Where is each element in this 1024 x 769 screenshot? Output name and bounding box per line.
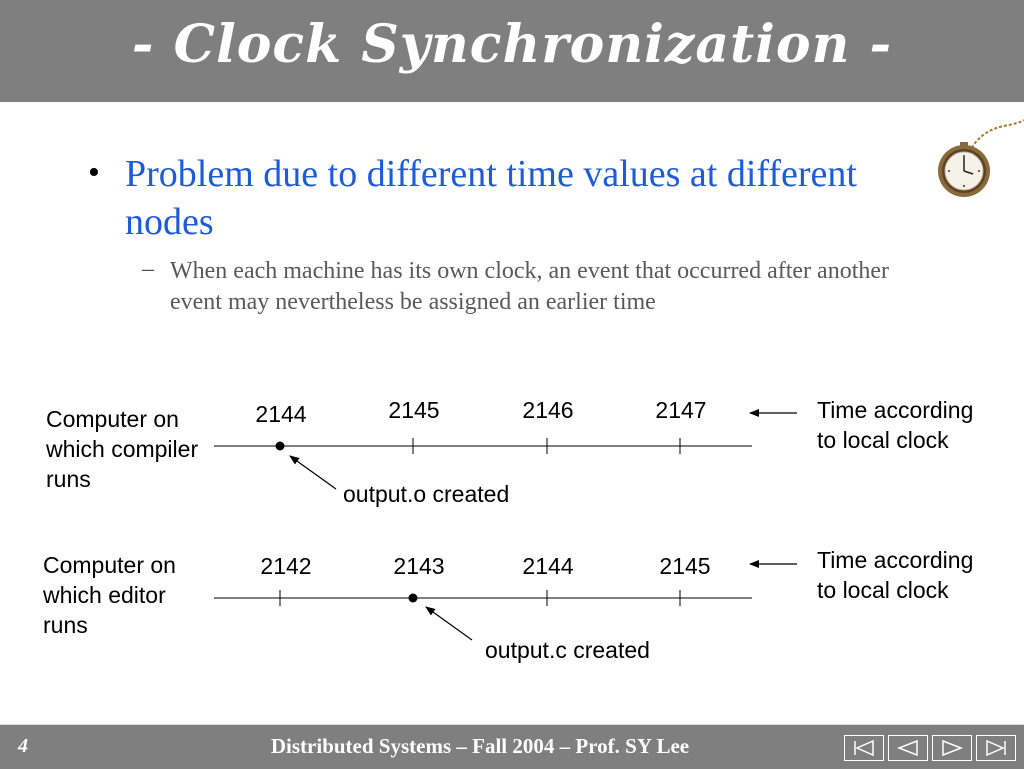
page-number: 4 xyxy=(18,735,28,757)
editor-tick-label: 2143 xyxy=(393,553,445,579)
editor-event-dot xyxy=(409,594,418,603)
sub-bullet-dash: – xyxy=(142,256,154,282)
main-bullet-text: Problem due to different time values at different nodes xyxy=(125,153,857,243)
footer-caption: Distributed Systems – Fall 2004 – Prof. SY Lee xyxy=(270,734,690,758)
bullet-dot: • xyxy=(88,154,100,191)
first-slide-button[interactable] xyxy=(844,735,884,761)
next-slide-button[interactable] xyxy=(932,735,972,761)
previous-slide-icon xyxy=(889,736,927,760)
editor-time-label-line-1: Time according xyxy=(817,547,974,573)
compiler-tick-label: 2147 xyxy=(655,397,707,423)
compiler-tick-label: 2146 xyxy=(522,397,574,423)
compiler-label-line-2: which compiler xyxy=(46,436,199,462)
sub-bullet-text: When each machine has its own clock, an event that occurred after another event may nevertheless be assigned an earlier time xyxy=(170,258,890,315)
slide-header xyxy=(0,0,1024,102)
first-slide-icon xyxy=(845,736,883,760)
editor-event-arrow xyxy=(426,607,472,640)
pocket-watch-icon xyxy=(932,118,1024,198)
editor-time-label-line-2: to local clock xyxy=(817,577,949,603)
previous-slide-button[interactable] xyxy=(888,735,928,761)
clock-timeline-diagram xyxy=(0,380,1024,680)
compiler-tick-label: 2145 xyxy=(388,397,440,423)
compiler-label-line-3: runs xyxy=(46,466,91,492)
compiler-event-arrow xyxy=(290,456,336,489)
compiler-event-dot xyxy=(276,442,285,451)
editor-event-label: output.c created xyxy=(485,637,650,663)
editor-tick-label: 2145 xyxy=(659,553,711,579)
compiler-event-label: output.o created xyxy=(343,481,510,507)
compiler-time-label-line-1: Time according xyxy=(817,397,974,423)
editor-label-line-3: runs xyxy=(43,612,88,638)
compiler-tick-label: 2144 xyxy=(255,401,307,427)
slide-title: - Clock Synchronization - xyxy=(131,14,893,75)
last-slide-button[interactable] xyxy=(976,735,1016,761)
compiler-timeline xyxy=(45,397,973,507)
slide-footer xyxy=(0,724,1024,769)
editor-label-line-2: which editor xyxy=(43,582,166,608)
compiler-time-label-line-2: to local clock xyxy=(817,427,949,453)
editor-timeline xyxy=(42,547,973,663)
editor-tick-label: 2144 xyxy=(522,553,574,579)
editor-tick-label: 2142 xyxy=(260,553,312,579)
editor-label-line-1: Computer on xyxy=(43,552,176,578)
compiler-label-line-1: Computer on xyxy=(46,406,179,432)
last-slide-icon xyxy=(977,736,1015,760)
next-slide-icon xyxy=(933,736,971,760)
